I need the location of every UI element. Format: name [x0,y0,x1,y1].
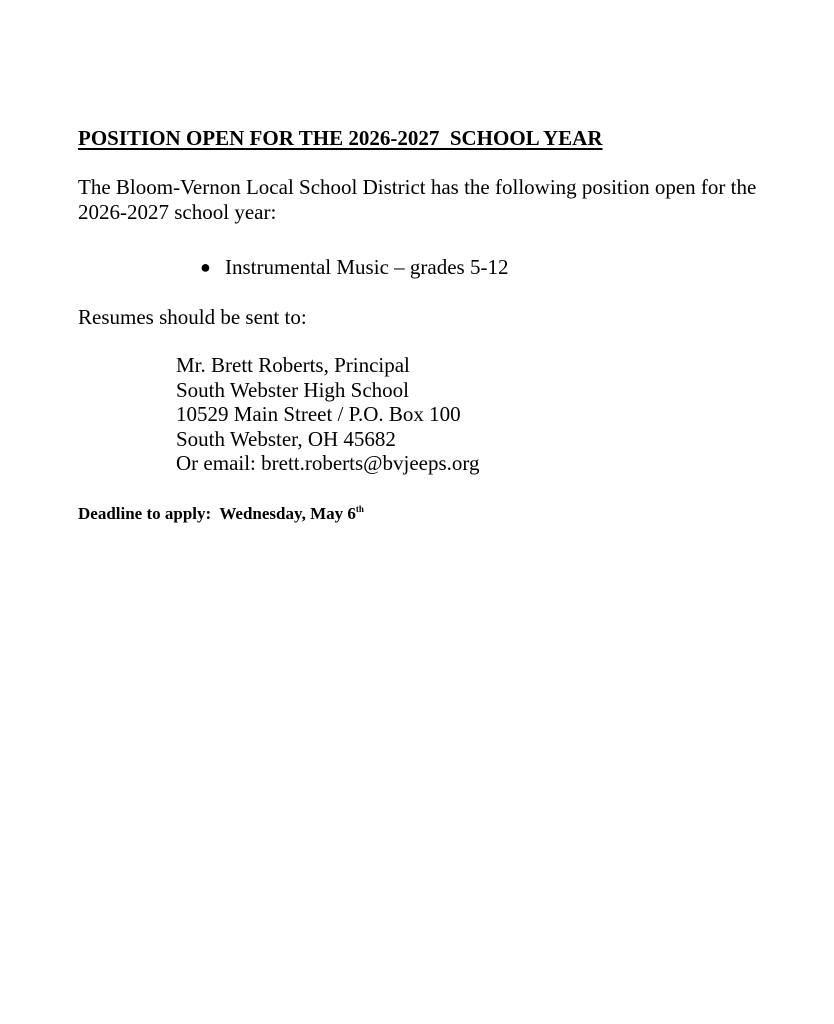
deadline-ordinal-suffix: th [355,504,364,514]
resumes-label: Resumes should be sent to: [78,305,307,329]
bullet-icon: ● [200,257,211,277]
page-title: POSITION OPEN FOR THE 2026-2027 SCHOOL YEAR [78,126,603,150]
list-item [198,253,508,281]
position-label: Instrumental Music – grades 5-12 [225,255,509,279]
position-list [198,253,508,281]
email-line: Or email: brett.roberts@bvjeeps.org [176,451,480,475]
recipient-name: Mr. Brett Roberts, Principal [176,353,410,377]
deadline-text: Deadline to apply: Wednesday, May 6 [78,504,356,523]
intro-paragraph: The Bloom-Vernon Local School District has the following position open for the 2026-2027 school year: [78,175,757,224]
street-address: 10529 Main Street / P.O. Box 100 [176,402,461,426]
mailing-address [176,353,480,476]
city-state-zip: South Webster, OH 45682 [176,426,396,451]
deadline [78,502,364,526]
school-name: South Webster High School [176,377,409,402]
